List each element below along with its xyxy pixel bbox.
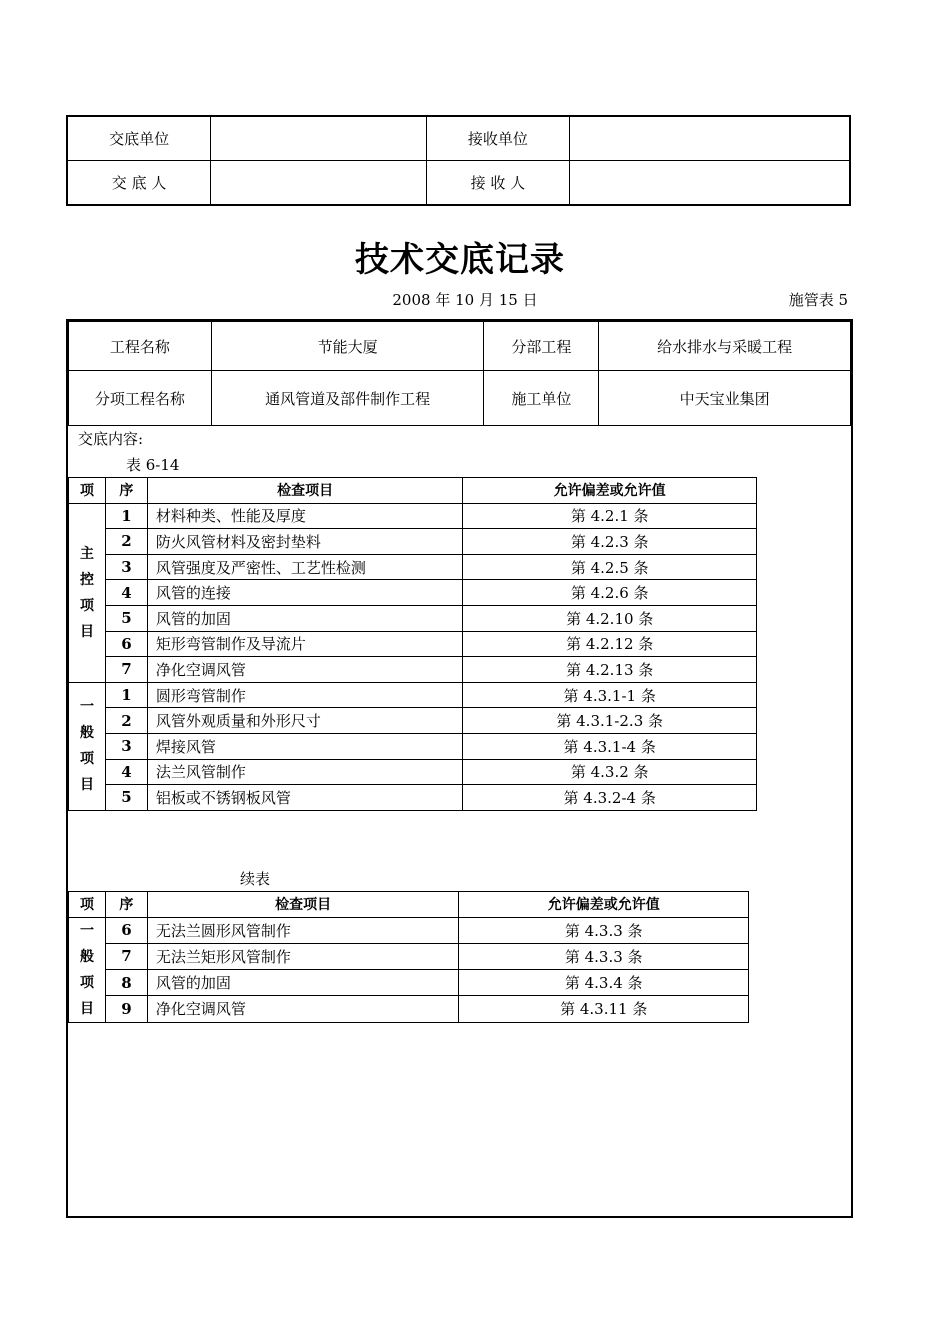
row-item: 无法兰矩形风管制作 [147,943,459,969]
row-value: 第 4.2.5 条 [463,554,757,580]
table-row [69,682,757,708]
row-value: 第 4.3.3 条 [459,943,749,969]
subitem-label: 分项工程名称 [69,371,212,426]
row-value: 第 4.3.1-1 条 [463,682,757,708]
general-section-label [69,682,106,810]
header-seq: 序 [105,892,147,918]
row-value: 第 4.2.6 条 [463,580,757,606]
handover-row-person [67,161,850,206]
division-label: 分部工程 [484,322,599,371]
row-item: 铝板或不锈钢板风管 [147,785,463,811]
handover-person-label: 交 底 人 [67,161,211,206]
table-row [69,605,757,631]
continued-section-label [69,917,106,1022]
row-item: 焊接风管 [147,733,463,759]
row-item: 圆形弯管制作 [147,682,463,708]
record-frame [66,319,853,1218]
page-title: 技术交底记录 [355,240,565,280]
table-row [69,759,757,785]
project-info-row-2 [69,371,851,426]
content-label: 交底内容: [78,430,144,448]
table-row [69,917,749,943]
row-value: 第 4.3.2-4 条 [463,785,757,811]
row-value: 第 4.2.3 条 [463,529,757,555]
row-item: 风管的加固 [147,970,459,996]
row-number: 6 [105,631,147,657]
handover-unit-label: 交底单位 [67,116,211,161]
main-section-text: 主 控 项 目 [79,545,94,640]
row-value: 第 4.2.13 条 [463,657,757,683]
table-row [69,657,757,683]
row-value: 第 4.3.1-2.3 条 [463,708,757,734]
row-value: 第 4.3.2 条 [463,759,757,785]
table-number-label: 表 6-14 [126,456,180,474]
row-number: 4 [105,759,147,785]
project-name-value: 节能大厦 [211,322,484,371]
row-number: 7 [105,657,147,683]
row-item: 法兰风管制作 [147,759,463,785]
row-number: 1 [105,682,147,708]
row-number: 7 [105,943,147,969]
table-row [69,554,757,580]
record-date: 2008 年 10 月 15 日 [392,291,538,309]
header-seq: 序 [105,478,147,504]
row-item: 净化空调风管 [147,657,463,683]
row-number: 8 [105,970,147,996]
project-info-table [68,321,851,426]
row-number: 2 [105,529,147,555]
table-row [69,996,749,1022]
table-row [69,785,757,811]
table-row [69,580,757,606]
inspection-table [68,477,757,811]
project-info-row-1 [69,322,851,371]
continued-table [68,891,749,1023]
handover-row-unit [67,116,850,161]
header-value: 允许偏差或允许值 [459,892,749,918]
receiver-person-label: 接 收 人 [426,161,570,206]
header-value: 允许偏差或允许值 [463,478,757,504]
row-item: 净化空调风管 [147,996,459,1022]
header-section: 项 [69,892,106,918]
row-value: 第 4.3.11 条 [459,996,749,1022]
row-item: 材料种类、性能及厚度 [147,503,463,529]
row-item: 风管的加固 [147,605,463,631]
row-value: 第 4.2.10 条 [463,605,757,631]
continued-section-text: 一 般 项 目 [79,922,94,1017]
table-row [69,529,757,555]
general-section-text: 一 般 项 目 [79,699,94,794]
table-row [69,708,757,734]
project-name-label: 工程名称 [69,322,212,371]
row-item: 风管的连接 [147,580,463,606]
row-item: 风管外观质量和外形尺寸 [147,708,463,734]
handover-unit-field[interactable] [211,116,426,161]
division-value: 给水排水与采暖工程 [599,322,851,371]
row-number: 5 [105,605,147,631]
table-row [69,503,757,529]
row-number: 1 [105,503,147,529]
row-item: 风管强度及严密性、工艺性检测 [147,554,463,580]
table-row [69,733,757,759]
row-number: 3 [105,733,147,759]
header-item: 检查项目 [147,892,459,918]
row-number: 4 [105,580,147,606]
continued-label: 续表 [240,870,271,888]
row-number: 5 [105,785,147,811]
main-section-label [69,503,106,682]
row-number: 9 [105,996,147,1022]
receiver-person-field[interactable] [570,161,850,206]
form-number: 施管表 5 [788,291,848,309]
row-item: 防火风管材料及密封垫料 [147,529,463,555]
row-item: 无法兰圆形风管制作 [147,917,459,943]
table-row [69,970,749,996]
row-value: 第 4.3.3 条 [459,917,749,943]
receiver-unit-field[interactable] [570,116,850,161]
contractor-label: 施工单位 [484,371,599,426]
row-number: 6 [105,917,147,943]
handover-table [66,115,851,206]
table-row [69,631,757,657]
table-row [69,943,749,969]
subitem-value: 通风管道及部件制作工程 [211,371,484,426]
row-number: 2 [105,708,147,734]
row-item: 矩形弯管制作及导流片 [147,631,463,657]
row-value: 第 4.2.1 条 [463,503,757,529]
receiver-unit-label: 接收单位 [426,116,570,161]
continued-header-row [69,892,749,918]
row-number: 3 [105,554,147,580]
header-section: 项 [69,478,106,504]
handover-person-field[interactable] [211,161,426,206]
row-value: 第 4.3.4 条 [459,970,749,996]
row-value: 第 4.2.12 条 [463,631,757,657]
row-value: 第 4.3.1-4 条 [463,733,757,759]
inspection-header-row [69,478,757,504]
contractor-value: 中天宝业集团 [599,371,851,426]
header-item: 检查项目 [147,478,463,504]
